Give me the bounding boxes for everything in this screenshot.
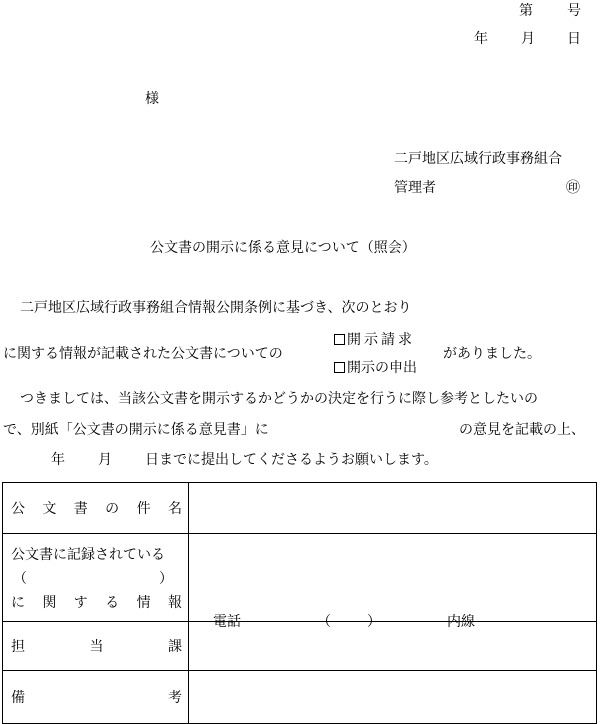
label-char: 情 <box>136 594 151 611</box>
label-line-c <box>11 592 182 612</box>
label-document-subject <box>3 483 189 534</box>
seal-mark: ㊞ <box>566 180 580 196</box>
document-title: 公文書の開示に係る意見について（照会） <box>150 240 416 256</box>
label-char: 当 <box>89 639 104 655</box>
body-line-5-rest: 日までに提出してくださるようお願いします。 <box>145 452 438 468</box>
date-year: 年 <box>474 31 488 47</box>
table-row <box>3 534 597 622</box>
paren-close: ） <box>159 570 173 587</box>
label-char: る <box>105 594 120 611</box>
value-remarks <box>189 671 597 724</box>
option-open-offer <box>334 361 417 375</box>
number-dai: 第 <box>519 3 533 19</box>
value-recorded-information <box>189 534 597 622</box>
body-line-5-month: 月 <box>98 452 112 468</box>
checkbox-square-icon <box>334 362 345 373</box>
sender-manager: 管理者 <box>394 180 436 196</box>
label-char: の <box>105 501 120 517</box>
label-char: 課 <box>168 639 182 655</box>
checkbox-square-icon <box>334 334 345 345</box>
body-line-4-prefix: で、別紙「公文書の開示に係る意見書」に <box>3 422 269 438</box>
label-recorded-information <box>3 534 189 622</box>
option-open-request-label: 開示請求 <box>347 332 415 348</box>
document-info-table <box>2 482 597 724</box>
phone-paren-close: ） <box>367 614 381 630</box>
phone-label: 電話 <box>213 614 241 630</box>
extension-label: 内線 <box>447 614 475 630</box>
option-open-request <box>334 333 415 347</box>
body-line-2-suffix: がありました。 <box>443 346 541 362</box>
value-department <box>189 614 597 671</box>
option-open-offer-label: 開示の申出 <box>347 360 417 376</box>
body-line-4-suffix: の意見を記載の上、 <box>459 422 585 438</box>
label-char: す <box>73 594 88 611</box>
table-row <box>3 483 597 534</box>
number-go: 号 <box>567 3 581 19</box>
label-remarks <box>3 671 189 724</box>
label-char: 公 <box>11 501 25 517</box>
label-char: 書 <box>73 501 88 517</box>
body-line-5-year: 年 <box>51 452 65 468</box>
date-day: 日 <box>567 31 581 47</box>
label-line-b <box>11 568 173 588</box>
label-char: 文 <box>42 501 57 517</box>
body-line-2-prefix: に関する情報が記載された公文書についての <box>3 346 283 362</box>
addressee-sama: 様 <box>145 91 159 107</box>
paren-open: （ <box>13 570 27 587</box>
sender-organization: 二戸地区広域行政事務組合 <box>394 151 562 167</box>
date-month: 月 <box>521 31 535 47</box>
phone-paren-open: （ <box>317 614 331 630</box>
table-row <box>3 622 597 671</box>
label-char: 関 <box>42 594 57 611</box>
label-char: 報 <box>167 594 182 611</box>
label-char: に <box>11 594 25 611</box>
label-char: 件 <box>136 501 151 517</box>
table-row <box>3 671 597 724</box>
label-line-a: 公文書に記録されている <box>11 546 165 563</box>
label-department <box>3 622 189 671</box>
label-char: 備 <box>11 690 25 706</box>
label-char: 考 <box>168 690 182 706</box>
value-document-subject <box>189 483 597 534</box>
body-line-1: 二戸地区広域行政事務組合情報公開条例に基づき、次のとおり <box>20 300 412 316</box>
body-line-3: つきましては、当該公文書を開示するかどうかの決定を行うに際し参考としたいの <box>20 391 538 407</box>
label-char: 担 <box>11 639 25 655</box>
label-char: 名 <box>167 501 182 517</box>
